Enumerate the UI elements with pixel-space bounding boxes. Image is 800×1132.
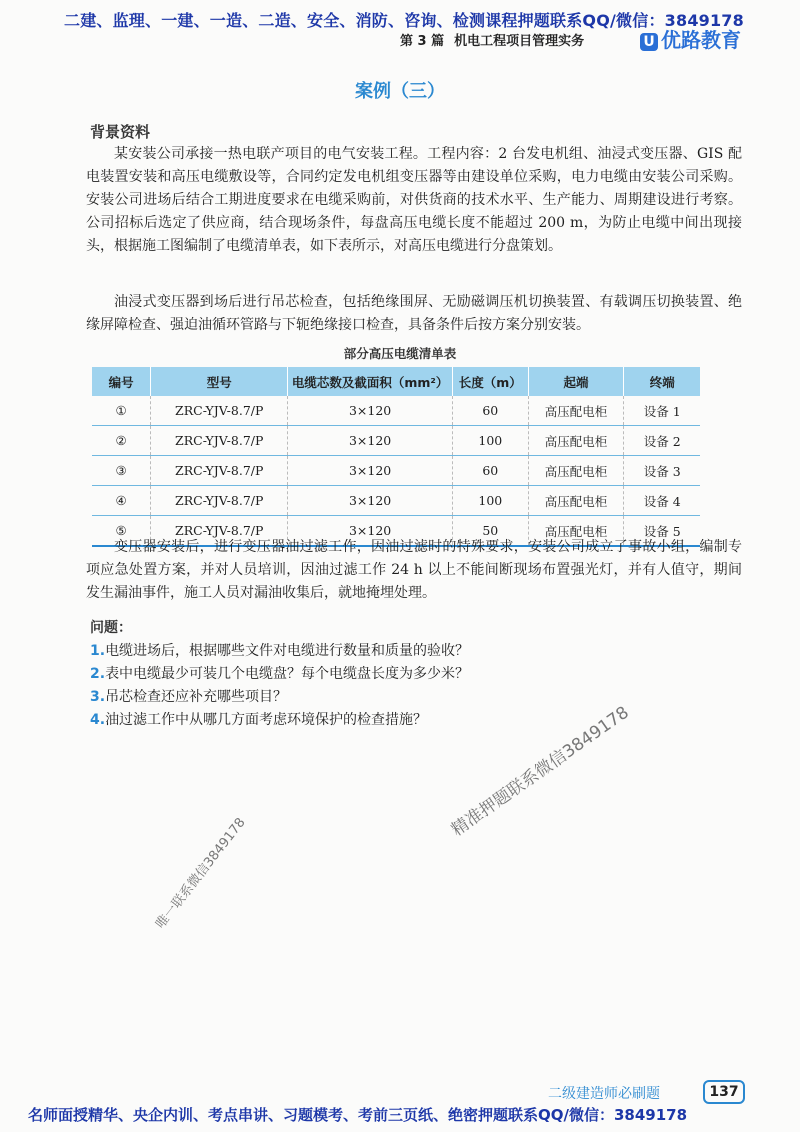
header-cell-number: 编号 bbox=[92, 367, 151, 396]
cell-end: 设备 4 bbox=[624, 486, 700, 516]
page-number: 137 bbox=[703, 1080, 745, 1104]
watermark-text: 唯一联系微信3849178 bbox=[153, 815, 249, 932]
cell-cores-section: 3×120 bbox=[288, 426, 453, 456]
question-item bbox=[90, 640, 469, 663]
cell-model: ZRC-YJV-8.7/P bbox=[151, 426, 288, 456]
cell-end: 设备 3 bbox=[624, 456, 700, 486]
cell-length: 50 bbox=[453, 516, 529, 547]
background-paragraph-3: 变压器安装后，进行变压器油过滤工作，因油过滤时的特殊要求，安装公司成立了事故小组，编制专项应急处置方案，并对人员培训，因油过滤工作 24 h 以上不能间断现场布置强光灯，并有人值守，期间发生漏油事件，施工人员对漏油收集后，就地掩埋处理。 bbox=[86, 539, 742, 601]
question-text: 电缆进场后，根据哪些文件对电缆进行数量和质量的验收？ bbox=[105, 643, 470, 659]
cell-model: ZRC-YJV-8.7/P bbox=[151, 516, 288, 547]
questions-label: 问题： bbox=[90, 620, 132, 636]
publisher-logo bbox=[640, 24, 741, 53]
cable-list-table bbox=[92, 367, 700, 547]
question-list bbox=[90, 640, 469, 732]
cell-model: ZRC-YJV-8.7/P bbox=[151, 486, 288, 516]
cell-length: 60 bbox=[453, 396, 529, 426]
question-number: 1. bbox=[90, 643, 106, 659]
top-promo-banner: 二建、监理、一建、一造、二造、安全、消防、咨询、检测课程押题联系QQ/微信：3849178 bbox=[64, 11, 744, 30]
part-title: 机电工程项目管理实务 bbox=[454, 34, 585, 49]
question-text: 表中电缆最少可装几个电缆盘？每个电缆盘长度为多少米？ bbox=[105, 666, 470, 682]
cell-start: 高压配电柜 bbox=[528, 486, 624, 516]
cell-number: ④ bbox=[92, 486, 151, 516]
question-item bbox=[90, 686, 469, 709]
background-paragraph-1: 某安装公司承接一热电联产项目的电气安装工程。工程内容：2 台发电机组、油浸式变压器、GIS 配电装置安装和高压电缆敷设等，合同约定发电机组变压器等由建设单位采购，电力电缆由安装公司采购。安装公司进场后结合工期进度要求在电缆采购前，对供货商的技术水平、生产能力、周期建设进行考察。公司招标后选定了供应商，结合现场条件，每盘高压电缆长度不能超过 200 m，为防止电缆中间出现接头，根据施工图编制了电缆清单表，如下表所示，对高压电缆进行分盘策划。 bbox=[86, 146, 742, 254]
header-cell-model: 型号 bbox=[151, 367, 288, 396]
section-heading: 背景资料 bbox=[90, 123, 151, 141]
cell-cores-section: 3×120 bbox=[288, 456, 453, 486]
table-row bbox=[92, 456, 700, 486]
table-row bbox=[92, 426, 700, 456]
table-row bbox=[92, 486, 700, 516]
footer-book-title: 二级建造师必刷题 bbox=[548, 1086, 660, 1102]
question-number: 2. bbox=[90, 666, 106, 682]
cell-start: 高压配电柜 bbox=[528, 456, 624, 486]
cell-length: 100 bbox=[453, 486, 529, 516]
case-title: 案例（三） bbox=[355, 81, 445, 102]
header-cell-end: 终端 bbox=[624, 367, 700, 396]
bottom-promo-banner: 名师面授精华、央企内训、考点串讲、习题模考、考前三页纸、绝密押题联系QQ/微信：3849178 bbox=[28, 1106, 688, 1124]
header-cell-length: 长度（m） bbox=[453, 367, 529, 396]
cell-end: 设备 2 bbox=[624, 426, 700, 456]
cell-end: 设备 1 bbox=[624, 396, 700, 426]
cell-model: ZRC-YJV-8.7/P bbox=[151, 396, 288, 426]
header-cell-start: 起端 bbox=[528, 367, 624, 396]
table-header-row bbox=[92, 367, 700, 396]
question-item bbox=[90, 663, 469, 686]
cell-cores-section: 3×120 bbox=[288, 486, 453, 516]
cell-number: ③ bbox=[92, 456, 151, 486]
cell-cores-section: 3×120 bbox=[288, 516, 453, 547]
cell-cores-section: 3×120 bbox=[288, 396, 453, 426]
cell-start: 高压配电柜 bbox=[528, 516, 624, 547]
background-paragraph-2: 油浸式变压器到场后进行吊芯检查，包括绝缘围屏、无励磁调压机切换装置、有载调压切换装置、绝缘屏障检查、强迫油循环管路与下轭绝缘接口检查，具备条件后按方案分别安装。 bbox=[86, 294, 742, 333]
table-row bbox=[92, 396, 700, 426]
cell-number: ① bbox=[92, 396, 151, 426]
cell-number: ⑤ bbox=[92, 516, 151, 547]
question-text: 吊芯检查还应补充哪些项目？ bbox=[105, 689, 288, 705]
question-text: 油过滤工作中从哪几方面考虑环境保护的检查措施？ bbox=[105, 712, 428, 728]
watermark-text: 精准押题联系微信3849178 bbox=[447, 702, 633, 841]
cell-length: 100 bbox=[453, 426, 529, 456]
header-cell-cores-section: 电缆芯数及截面积（mm²） bbox=[288, 367, 453, 396]
logo-mark-icon: U bbox=[640, 33, 658, 51]
cell-end: 设备 5 bbox=[624, 516, 700, 547]
table-caption: 部分高压电缆清单表 bbox=[343, 346, 457, 361]
cell-length: 60 bbox=[453, 456, 529, 486]
cell-model: ZRC-YJV-8.7/P bbox=[151, 456, 288, 486]
question-number: 4. bbox=[90, 712, 106, 728]
logo-text: 优路教育 bbox=[661, 28, 741, 52]
question-number: 3. bbox=[90, 689, 106, 705]
cell-start: 高压配电柜 bbox=[528, 426, 624, 456]
part-number: 第 3 篇 bbox=[400, 34, 445, 49]
cell-start: 高压配电柜 bbox=[528, 396, 624, 426]
question-item bbox=[90, 709, 469, 732]
cell-number: ② bbox=[92, 426, 151, 456]
